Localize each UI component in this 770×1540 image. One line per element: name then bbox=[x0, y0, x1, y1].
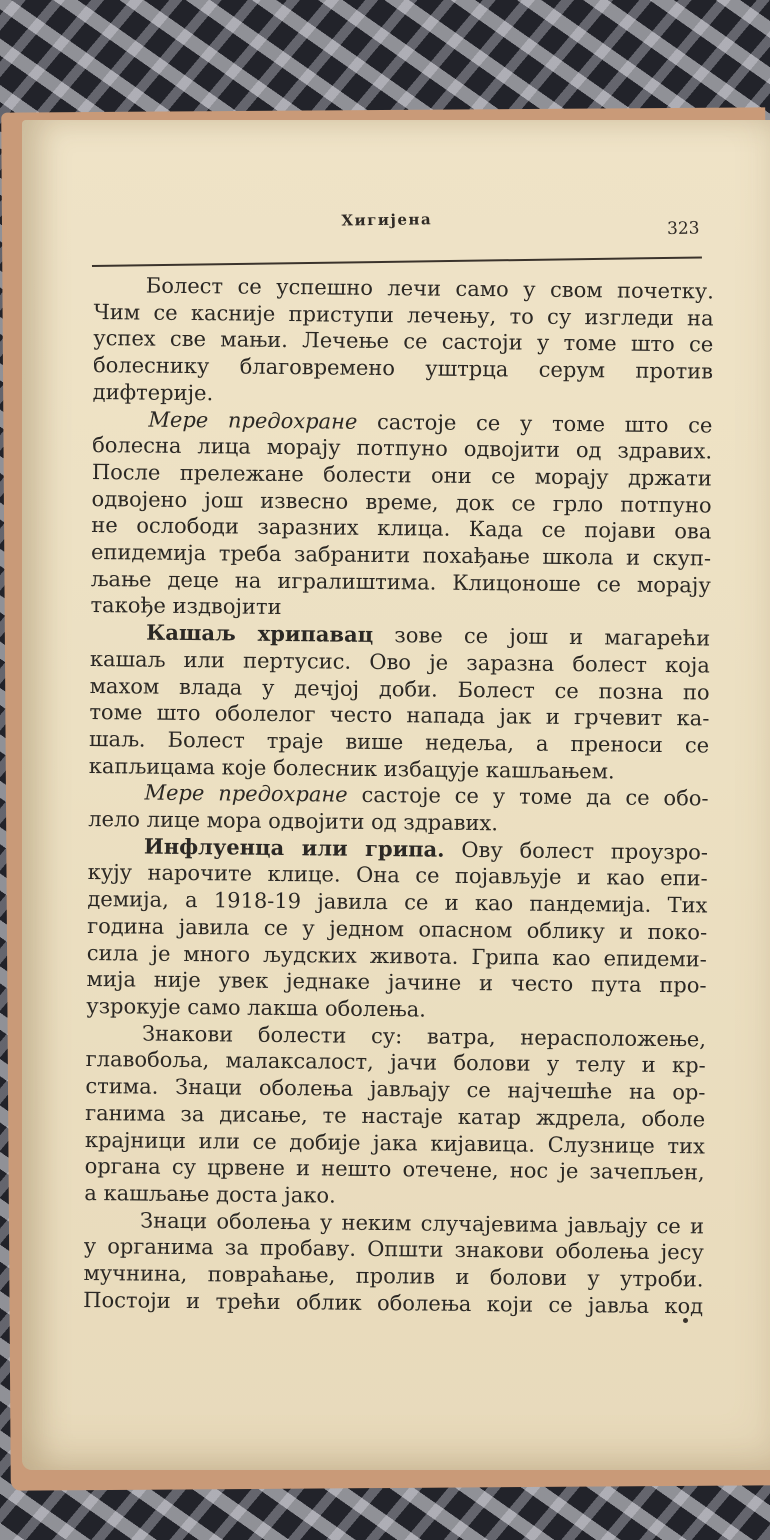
text-line: томе што оболелог често напада јак и грчевит ка- bbox=[89, 700, 710, 731]
text-line: болеснику благовремено уштрца серум против bbox=[92, 353, 714, 384]
text-line: кашаљ или пертусис. Ово је заразна болест која bbox=[89, 646, 711, 678]
text-line: ганима за дисање, те настаје катар ждрела, оболе bbox=[85, 1100, 706, 1132]
text-line: Чим се касније приступи лечењу, то су изгледи на bbox=[93, 299, 714, 331]
italic-term: Мере предохране bbox=[144, 780, 348, 808]
running-head: Хигијена bbox=[341, 210, 433, 230]
text-line: такође издвојити bbox=[90, 593, 282, 620]
text-line: Постоји и трећи облик оболења који се јавља код bbox=[83, 1287, 704, 1319]
text-line: Мере предохране састоје се у томе што се bbox=[148, 407, 713, 437]
text-line: кују нарочите клице. Она се појављује и као епи- bbox=[87, 860, 708, 891]
text-line: шаљ. Болест траје више недеља, а преноси се bbox=[88, 726, 710, 758]
text-line: узрокује само лакша оболења. bbox=[86, 993, 427, 1022]
section-heading: Инфлуенца или грипа. bbox=[143, 833, 445, 862]
text-line: Мере предохране састоје се у томе да се обо- bbox=[144, 780, 709, 811]
ink-dot bbox=[683, 1318, 688, 1323]
text-line: органа су црвене и нешто отечене, нос је зачепљен, bbox=[84, 1154, 705, 1185]
text-line: Знакови болести су: ватра, нерасположење, bbox=[141, 1021, 707, 1052]
text-line: Кашаљ хрипавац зове се још и магарећи bbox=[146, 619, 711, 651]
text-line: у органима за пробаву. Општи знакови оболења јесу bbox=[83, 1234, 704, 1265]
text-line: мучнина, повраћање, пролив и болови у утроби. bbox=[83, 1260, 704, 1292]
text-line: епидемија треба забранити похађање школа и скуп- bbox=[90, 540, 712, 571]
text-line: одвојено још извесно време, док се грло потпуно bbox=[91, 486, 712, 518]
text-line: болесна лица морају потпуно одвојити од здравих. bbox=[92, 433, 713, 464]
body-text bbox=[83, 272, 714, 1320]
text-line: дифтерије. bbox=[92, 379, 214, 406]
text-line: После прележане болести они се морају држати bbox=[91, 459, 712, 491]
page-header bbox=[91, 206, 702, 267]
text-line: демија, а 1918-19 јавила се и као пандемија. Тих bbox=[87, 887, 708, 918]
text-line: Знаци оболења у неким случајевима јављају се и bbox=[139, 1208, 705, 1239]
text-line: љање деце на игралиштима. Клицоноше се морају bbox=[90, 566, 711, 598]
text-line: капљицама које болесник избацује кашљањем. bbox=[88, 753, 615, 784]
section-heading: Кашаљ хрипавац bbox=[146, 619, 374, 648]
text-line: главобоља, малаксалост, јачи болови у телу и кр- bbox=[85, 1047, 706, 1078]
text-line: мија није увек једнаке јачине и често пута про- bbox=[86, 967, 707, 998]
text-line: не ослободи заразних клица. Када се појави ова bbox=[91, 513, 712, 544]
text-line: стима. Знаци оболења јављају се најчешће на ор- bbox=[85, 1074, 706, 1105]
text-line: крајници или се добије јака кијавица. Слузнице тих bbox=[84, 1127, 706, 1158]
text-line: година јавила се у једном опасном облику и поко- bbox=[87, 913, 708, 945]
text-line: сила је много људских живота. Грипа као епидеми- bbox=[86, 940, 707, 972]
text-line: успех све мањи. Лечење се састоји у томе што се bbox=[93, 326, 714, 357]
text-line: а кашљање доста јако. bbox=[84, 1180, 336, 1208]
italic-term: Мере предохране bbox=[148, 407, 358, 434]
text-line: махом влада у дечјој доби. Болест се позна по bbox=[89, 673, 710, 705]
text-line: лело лице мора одвојити од здравих. bbox=[88, 807, 499, 836]
page-number: 323 bbox=[666, 218, 700, 239]
text-line: Инфлуенца или грипа. Ову болест проузро- bbox=[143, 833, 709, 865]
text-line: Болест се успешно лечи само у свом почетку. bbox=[145, 273, 714, 304]
